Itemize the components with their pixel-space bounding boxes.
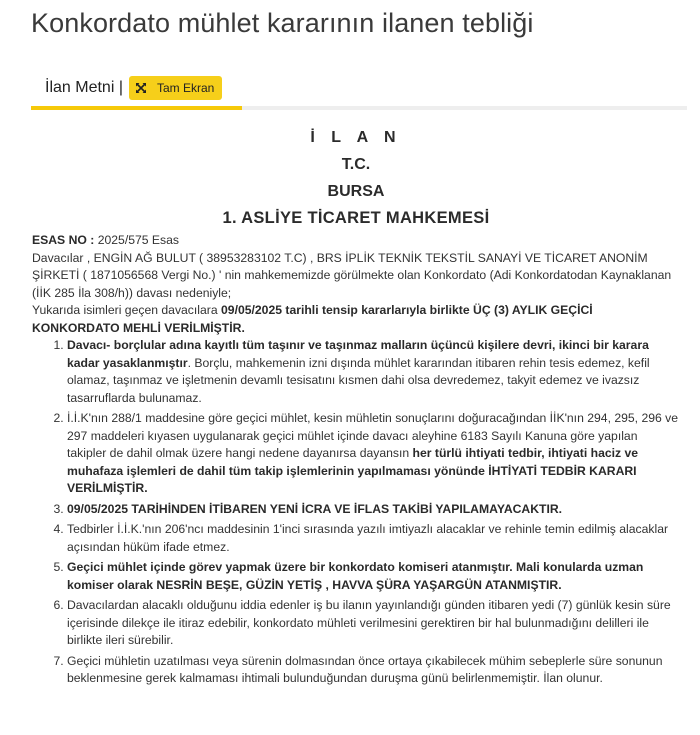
list-item xyxy=(67,521,680,556)
item3-bold: 09/05/2025 TARİHİNDEN İTİBAREN YENİ İCRA VE İFLAS TAKİBİ YAPILAMAYACAKTIR. xyxy=(67,501,563,516)
announcement-document xyxy=(32,118,680,691)
decision-bold: 09/05/2025 tarihli tensip kararlarıyla birlikte ÜÇ (3) AYLIK GEÇİCİ KONKORDATO MEHLİ VERİLMİŞTİR. xyxy=(32,303,593,335)
list-item xyxy=(67,653,680,688)
decision-paragraph xyxy=(32,302,680,337)
item4-text: Tedbirler İ.İ.K.'nın 206'ncı maddesinin 1'inci sırasında yazılı imtiyazlı alacaklar ve rehinle temin edilmiş alacaklar açısından hüküm ifade etmez. xyxy=(67,522,669,554)
intro-paragraph: Davacılar , ENGİN AĞ BULUT ( 38953283102 T.C) , BRS İPLİK TEKNİK TEKSTİL SANAYİ VE TİCARET ANONİM ŞİRKETİ ( 1871056568 Vergi No.) ' nin mahkememizde görülmekte olan Konkordato (Adi Konkordatodan Kaynaklanan (İİK 285 İla 308/h)) davası nedeniyle; xyxy=(32,250,672,300)
expand-icon xyxy=(135,82,147,94)
tab-ilan-metni-label: İlan Metni | xyxy=(45,79,123,96)
item6-text: Davacılardan alacaklı olduğunu iddia edenler iş bu ilanın yayınlandığı günden itibaren yedi (7) günlük kesin süre içerisinde dilekçe ile itiraz edebilir, konkordato mühleti verilmesini gerektiren bir hal bulunmadığını delilleri ile birlikte ileri sürebilir. xyxy=(67,598,671,647)
item1-bold: Davacı- borçlular adına kayıtlı tüm taşınır ve taşınmaz malların üçüncü kişilere devri, ikinci bir karara kadar yasaklanmıştır xyxy=(67,338,649,370)
item1-rest: . Borçlu, mahkemenin izni dışında mühlet kararından itibaren rehin tesis edemez, kefil olamaz, taşınmaz ve işletmenin devamlı tesisatını kısmen dahi olsa devredemez, takyit edemez ve ivazsız tasarruflarda bulunamaz. xyxy=(67,355,650,405)
esas-value: 2025/575 Esas xyxy=(97,233,180,247)
fullscreen-label: Tam Ekran xyxy=(156,81,215,95)
heading-tc: T.C. xyxy=(341,156,371,173)
esas-label: ESAS NO : xyxy=(32,233,95,247)
heading-ilan: İ L A N xyxy=(310,129,402,146)
list-item xyxy=(67,559,680,594)
item2-normal: İ.İ.K'nın 288/1 maddesine göre geçici mühlet, kesin mühletin sonuçlarını doğuracağından İİK'nın 294, 295, 296 ve 297 maddeleri kıyasen uygulanarak geçici mühlet içinde davacı aleyhine 6183 Sayılı Kanuna göre yapılan takipler de dahil olmak üzere hangi nedene dayanırsa dayansın xyxy=(67,411,679,460)
fullscreen-button[interactable] xyxy=(129,76,222,100)
heading-city: BURSA xyxy=(327,183,385,200)
decision-prefix: Yukarıda isimleri geçen davacılara xyxy=(32,303,222,317)
document-heading xyxy=(32,124,680,232)
item2-bold: her türlü ihtiyati tedbir, ihtiyati haciz ve muhafaza işlemleri de dahil tüm takip işlemlerinin yapılmaması yönünde İHTİYATİ TEDBİR KARARI VERİLMİŞTİR. xyxy=(67,446,639,495)
tab-bar xyxy=(31,70,687,110)
item7-text: Geçici mühletin uzatılması veya sürenin dolmasından önce ortaya çıkabilecek mühim sebeplerle süre sonunun beklenmesine gerek kalmaması ihtimali bulunduğundan duruşma günü belirlenmemiştir. İlan olunur. xyxy=(67,653,663,685)
item5-bold: Geçici mühlet içinde görev yapmak üzere bir konkordato komiseri atanmıştır. Mali konularda uzman komiser olarak NESRİN BEŞE, GÜZİN YETİŞ , HAVVA ŞÜRA YAŞARGÜN ATANMIŞTIR. xyxy=(67,560,644,592)
decision-list xyxy=(32,337,680,688)
esas-line xyxy=(32,232,680,250)
heading-court: 1. ASLİYE TİCARET MAHKEMESİ xyxy=(222,209,490,227)
list-item xyxy=(67,597,680,650)
list-item xyxy=(67,410,680,498)
list-item xyxy=(67,337,680,407)
tab-ilan-metni[interactable] xyxy=(31,70,242,110)
page-title: Konkordato mühlet kararının ilanen tebliği xyxy=(31,8,534,38)
list-item xyxy=(67,501,680,519)
